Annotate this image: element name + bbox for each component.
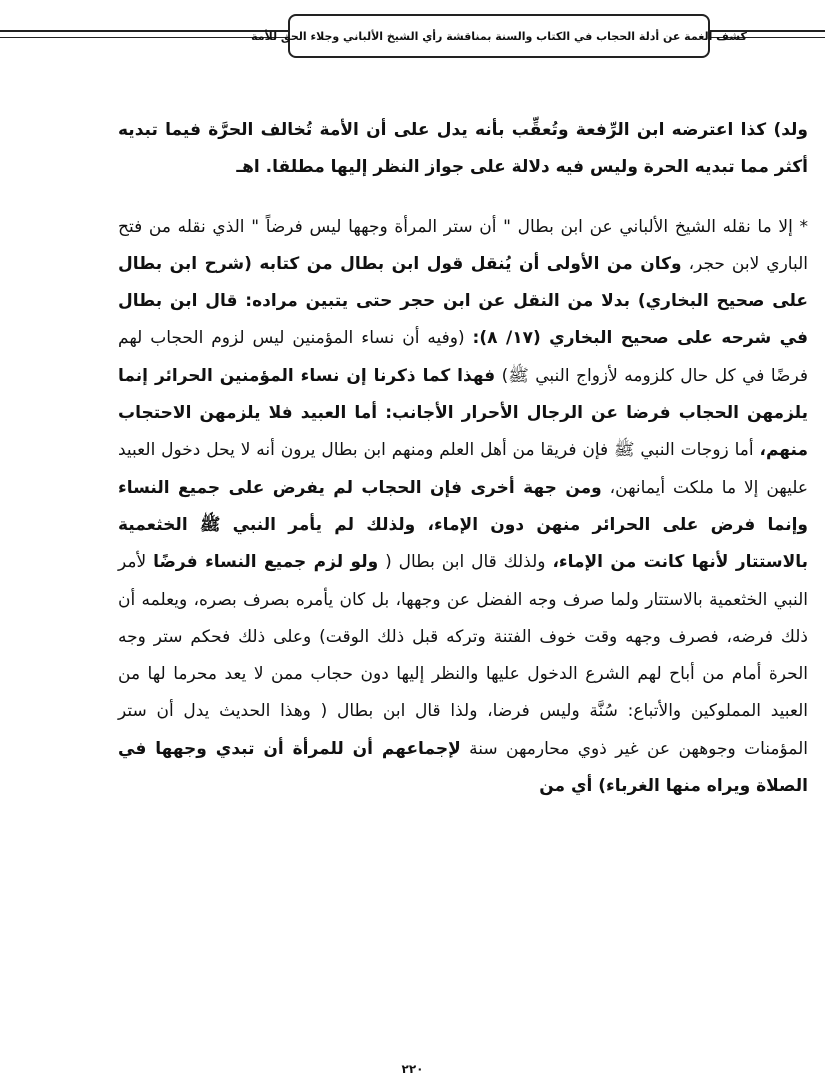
paragraph-1 [118, 112, 808, 187]
text-segment: لإجماعهم أن للمرأة أن تبدي وجهها في الصلاة ويراه منها الغرباء) أي من [118, 738, 808, 797]
quote-segment: (وفيه أن نساء المؤمنين ليس لزوم الحجاب لهم فرضًا في كل حال كلزومه لأزواج النبي ﷺ) [118, 328, 808, 386]
text-segment: أما زوجات النبي ﷺ فإن فريقا من أهل العلم ومنهم ابن بطال يرون أنه لا يحل دخول العبيد عليهن إلا ما ملكت أيمانهن، [118, 440, 808, 498]
page-body [118, 112, 808, 805]
text-segment: ولذلك قال ابن بطال ( [385, 552, 546, 573]
book-title: كشف الغمة عن أدلة الحجاب في الكتاب والسنة بمناقشة رأي الشيخ الألباني وجلاء الحق للأمة [251, 29, 747, 43]
paragraph-2 [118, 209, 808, 806]
text-segment: فهذا كما ذكرنا إن نساء المؤمنين الحرائر إنما يلزمهن الحجاب فرضا عن الرجال الأحرار الأجانب: أما العبيد فلا يلزمهن الاحتجاب منهم، [118, 365, 808, 461]
page-number: ٢٢٠ [401, 1062, 424, 1076]
text-segment: * إلا ما نقله الشيخ الألباني عن ابن بطال " أن ستر المرأة وجهها ليس فرضاً " الذي نقله من فتح الباري لابن حجر، [118, 216, 808, 274]
quote-segment: لأمر النبي الخثعمية بالاستتار ولما صرف وجه الفضل عن وجهها، بل كان يأمره بصرف بصره، ويعلمه أن ذلك فرضه، فصرف وجهه وقت خوف الفتنة وتركه قبل ذلك الوقت) وعلى ذلك فحكم ستر وجه الحرة أمام من أباح لهم الشرع الدخول عليها والنظر إليها دون حجاب ممن لا يعد محرما لها من العبيد المملوكين والأتباع: سُنَّة وليس فرضا، ولذا قال ابن بطال ( وهذا الحديث يدل أن ستر المؤمنات وجوههن عن غير ذوي محارمهن سنة [118, 552, 808, 759]
running-header [251, 14, 747, 58]
paragraph-1-text: ولد) كذا اعترضه ابن الرِّفعة وتُعقِّب بأنه يدل على أن الأمة تُخالف الحرَّة فيما تبديه أكثر مما تبديه الحرة وليس فيه دلالة على جواز النظر إليها مطلقا. اهـ [118, 120, 808, 178]
text-segment: ومن جهة أخرى فإن الحجاب لم يفرض على جميع النساء وإنما فرض على الحرائر منهن دون الإماء، ولذلك لم يأمر النبي ﷺ الخثعمية بالاستتار لأنها كانت من الإماء، [118, 477, 809, 573]
text-segment: ولو لزم جميع النساء فرضًا [153, 552, 379, 573]
text-segment: وكان من الأولى أن يُنقل قول ابن بطال من كتابه (شرح ابن بطال على صحيح البخاري) بدلا من النقل عن ابن حجر حتى يتبين مراده: قال ابن بطال في شرحه على صحيح البخاري (١٧/ ٨): [118, 253, 808, 349]
